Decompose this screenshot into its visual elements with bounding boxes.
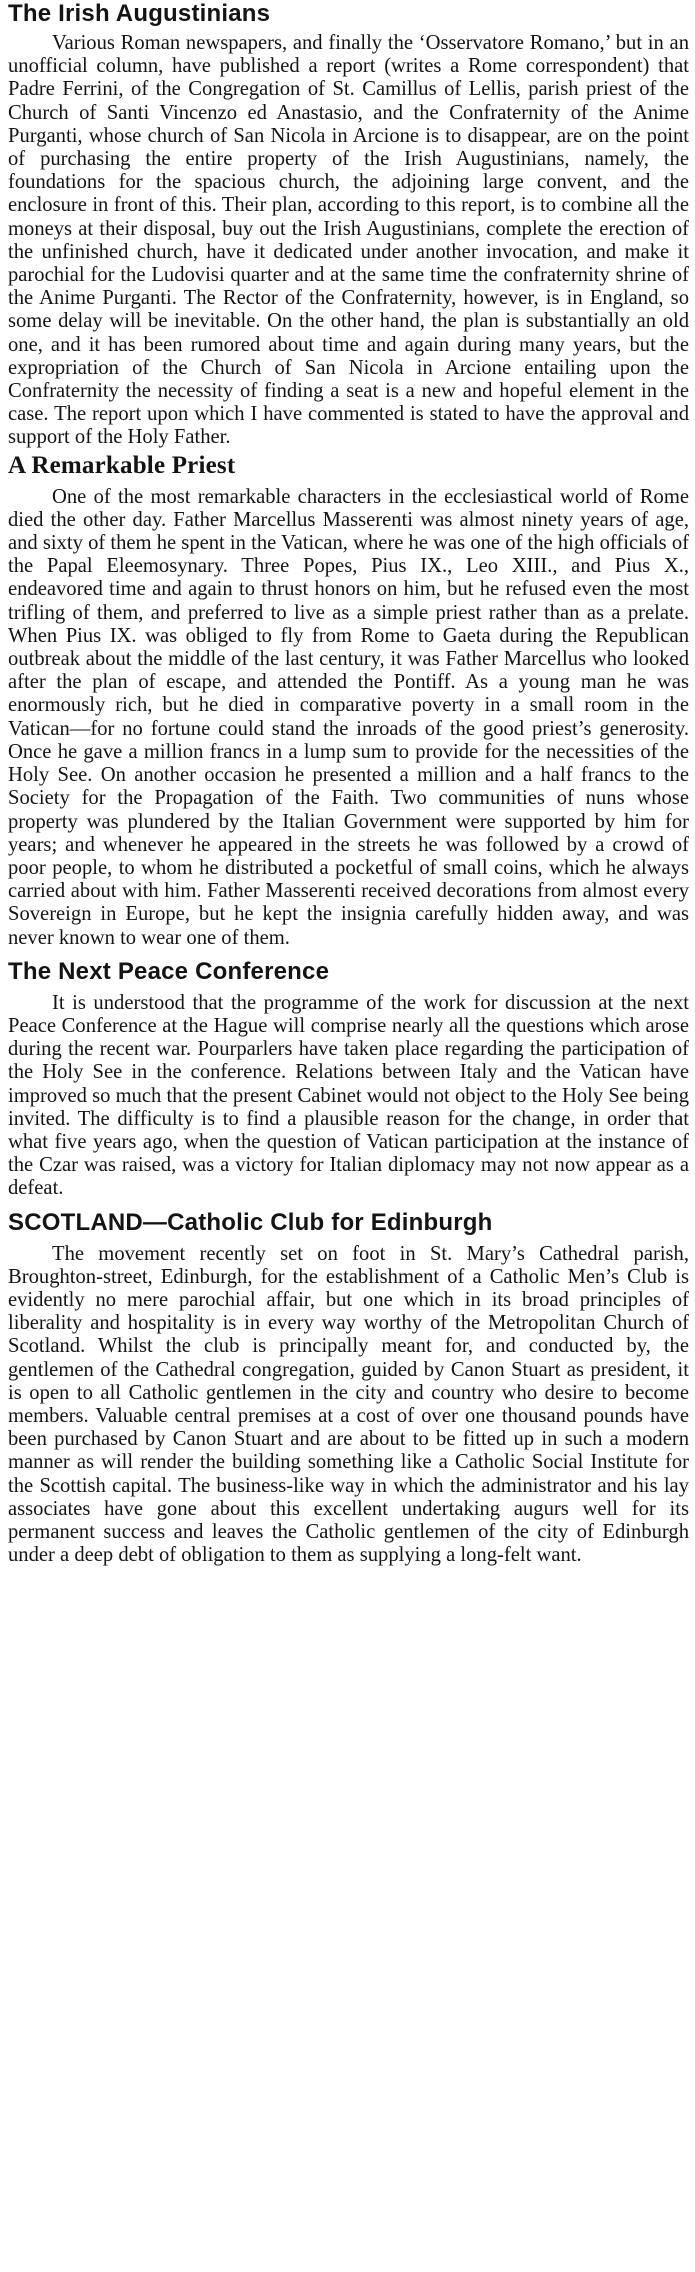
article-body: Various Roman newspapers, and finally the ‘Osservatore Romano,’ but in an unofficial column, have published a report (writes a Rome correspondent) that Padre Ferrini, of the Congregation of St. Camillus of Lellis, parish priest of the Church of Santi Vincenzo ed Anastasio, and the Confraternity of the Anime Purganti, whose church of San Nicola in Arcione is to disappear, are on the point of purchasing the entire property of the Irish Augustinians, namely, the foundations for the spacious church, the adjoining large convent, and the enclosure in front of this. Their plan, according to this report, is to combine all the moneys at their disposal, buy out the Irish Augustinians, complete the erection of the unfinished church, have it dedicated under another invocation, and make it parochial for the Ludovisi quarter and at the same time the confraternity shrine of the Anime Purganti. The Rector of the Confraternity, however, is in England, so some delay will be inevitable. On the other hand, the plan is substantially an old one, and it has been rumored about time and again during many years, but the expropriation of the Church of San Nicola in Arcione entailing upon the Confraternity the necessity of finding a seat is a new and hopeful element in the case. The report upon which I have commented is stated to have the approval and support of the Holy Father. xyxy=(8,32,689,449)
article-next-peace-conference xyxy=(8,958,689,1201)
article-remarkable-priest xyxy=(8,452,689,950)
article-heading: The Next Peace Conference xyxy=(8,957,330,985)
article-heading: SCOTLAND—Catholic Club for Edinburgh xyxy=(8,1208,493,1236)
article-body: It is understood that the programme of the work for discussion at the next Peace Conference at the Hague will comprise nearly all the questions which arose during the recent war. Pourparlers have taken place regarding the participation of the Holy See in the conference. Relations between Italy and the Vatican have improved so much that the present Cabinet would not object to the Holy See being invited. The difficulty is to find a plausible reason for the change, in order that what five years ago, when the question of Vatican participation at the instance of the Czar was raised, was a victory for Italian diplomacy may not now appear as a defeat. xyxy=(8,991,689,1200)
article-heading: The Irish Augustinians xyxy=(8,0,271,27)
article-heading: A Remarkable Priest xyxy=(8,451,236,479)
article-catholic-club-edinburgh xyxy=(8,1209,689,1568)
article-body: One of the most remarkable characters in the ecclesiastical world of Rome died the other day. Father Marcellus Masserenti was almost ninety years of age, and sixty of them he spent in the Vatican, where he was one of the high officials of the Papal Eleemosynary. Three Popes, Pius IX., Leo XIII., and Pius X., endeavored time and again to thrust honors on him, but he refused even the most trifling of them, and preferred to live as a simple priest rather than as a prelate. When Pius IX. was obliged to fly from Rome to Gaeta during the Republican outbreak about the middle of the last century, it was Father Marcellus who looked after the plan of escape, and attended the Pontiff. As a young man he was enormously rich, but he died in comparative poverty in a small room in the Vatican—for no fortune could stand the inroads of the good priest’s generosity. Once he gave a million francs in a lump sum to provide for the necessities of the Holy See. On another occasion he presented a million and a half francs to the Society for the Propagation of the Faith. Two communities of nuns whose property was plundered by the Italian Government were supported by him for years; and whenever he appeared in the streets he was followed by a crowd of poor people, to whom he distributed a pocketful of small coins, which he always carried about with him. Father Masserenti received decorations from almost every Sovereign in Europe, but he kept the insignia carefully hidden away, and was never known to wear one of them. xyxy=(8,485,689,949)
article-irish-augustinians xyxy=(8,0,689,450)
article-body: The movement recently set on foot in St. Mary’s Cathedral parish, Broughton-street, Edinburgh, for the establishment of a Catholic Men’s Club is evidently no mere parochial affair, but one which in its broad principles of liberality and hospitality is in every way worthy of the Metropolitan Church of Scotland. Whilst the club is principally meant for, and conducted by, the gentlemen of the Cathedral congregation, guided by Canon Stuart as president, it is open to all Catholic gentlemen in the city and country who desire to become members. Valuable central premises at a cost of over one thousand pounds have been purchased by Canon Stuart and are about to be fitted up in such a modern manner as will render the building something like a Catholic Social Institute for the Scottish capital. The business-like way in which the administrator and his lay associates have gone about this excellent undertaking augurs well for its permanent success and leaves the Catholic gentlemen of the city of Edinburgh under a deep debt of obligation to them as supplying a long-felt want. xyxy=(8,1242,689,1567)
